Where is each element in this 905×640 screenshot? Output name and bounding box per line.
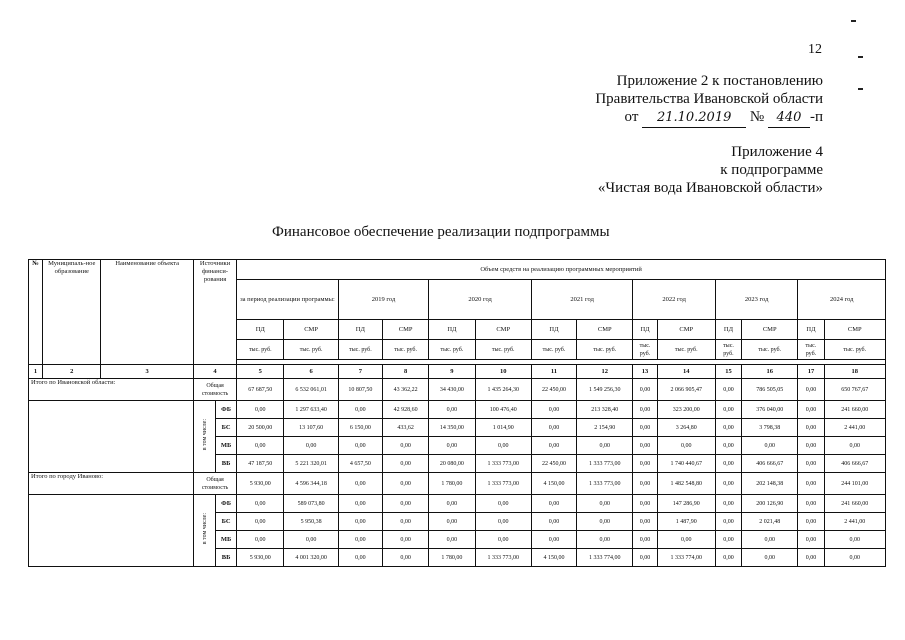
header-pd: ПД (429, 320, 475, 340)
cell-value: 0,00 (383, 531, 429, 549)
table-row (29, 401, 886, 419)
cell-value: 406 666,67 (824, 455, 885, 473)
cell-value: 0,00 (633, 549, 657, 567)
source-code: МБ (216, 437, 237, 455)
including-label: в том числе: (201, 419, 208, 451)
cell-value: 0,00 (715, 531, 741, 549)
cell-value: 0,00 (383, 513, 429, 531)
source-code: МБ (216, 531, 237, 549)
cell-value: 0,00 (475, 495, 531, 513)
cell-value: 0,00 (798, 437, 824, 455)
cell-value: 0,00 (237, 531, 284, 549)
header-smr: СМР (577, 320, 633, 340)
cell-value: 0,00 (531, 401, 576, 419)
cell-value: 0,00 (633, 531, 657, 549)
header-unit: тыс. руб. (531, 340, 576, 360)
cell-value: 244 101,00 (824, 473, 885, 495)
column-number: 18 (824, 365, 885, 379)
cell-value: 67 687,50 (237, 379, 284, 401)
cell-value: 0,00 (742, 531, 798, 549)
cell-value: 1 333 773,00 (577, 473, 633, 495)
cell-value: 0,00 (633, 419, 657, 437)
cell-value: 323 200,00 (657, 401, 715, 419)
cell-value: 1 780,00 (429, 549, 475, 567)
header-municipality: Муниципаль-ное образование (43, 260, 101, 365)
source-code: ВБ (216, 549, 237, 567)
cell-value: 0,00 (715, 379, 741, 401)
column-number: 4 (193, 365, 236, 379)
cell-value: 0,00 (338, 531, 382, 549)
cell-value: 4 150,00 (531, 549, 576, 567)
cell-value: 0,00 (715, 455, 741, 473)
cell-value: 1 487,90 (657, 513, 715, 531)
cell-value: 5 950,38 (284, 513, 338, 531)
header-unit: тыс. руб. (577, 340, 633, 360)
number-suffix: -п (809, 109, 823, 125)
cell-value: 0,00 (715, 437, 741, 455)
cell-value: 0,00 (284, 437, 338, 455)
total-label: Общая стоимость (193, 473, 236, 495)
header-smr: СМР (824, 320, 885, 340)
header-year-2020: 2020 год (429, 280, 532, 320)
cell-value: 10 807,50 (338, 379, 382, 401)
cell-value: 1 549 256,30 (577, 379, 633, 401)
cell-value: 0,00 (338, 437, 382, 455)
cell-value: 0,00 (633, 437, 657, 455)
column-number: 12 (577, 365, 633, 379)
cell-value: 0,00 (798, 513, 824, 531)
header-year-2022: 2022 год (633, 280, 715, 320)
cell-value: 1 333 774,00 (577, 549, 633, 567)
cell-value: 1 297 633,40 (284, 401, 338, 419)
document-title: Финансовое обеспечение реализации подпрограммы (272, 224, 610, 240)
number-label: № (749, 109, 765, 125)
cell-value: 2 441,00 (824, 513, 885, 531)
source-code: ВБ (216, 455, 237, 473)
cell-value: 0,00 (715, 549, 741, 567)
including-label: в том числе: (201, 513, 208, 545)
cell-value: 213 328,40 (577, 401, 633, 419)
cell-value: 0,00 (798, 401, 824, 419)
cell-value: 202 148,38 (742, 473, 798, 495)
header-unit: тыс. руб. (633, 340, 657, 360)
handwritten-date: 21.10.2019 (642, 109, 746, 128)
cell-value: 22 450,00 (531, 379, 576, 401)
cell-value: 20 500,00 (237, 419, 284, 437)
cell-value: 0,00 (577, 495, 633, 513)
cell-value: 0,00 (284, 531, 338, 549)
cell-value: 1 333 773,00 (475, 455, 531, 473)
cell-value: 0,00 (383, 455, 429, 473)
cell-value: 0,00 (633, 513, 657, 531)
header-unit: тыс. руб. (475, 340, 531, 360)
cell-value: 0,00 (237, 401, 284, 419)
column-number: 6 (284, 365, 338, 379)
table-row (29, 495, 886, 513)
appendix-line-2: Правительства Ивановской области (595, 91, 823, 107)
cell-value: 0,00 (715, 419, 741, 437)
cell-value: 6 150,00 (338, 419, 382, 437)
cell-value: 0,00 (633, 455, 657, 473)
cell-value: 6 532 061,01 (284, 379, 338, 401)
header-smr: СМР (742, 320, 798, 340)
cell-value: 0,00 (824, 531, 885, 549)
cell-value: 0,00 (577, 437, 633, 455)
cell-value: 200 126,90 (742, 495, 798, 513)
column-number: 9 (429, 365, 475, 379)
cell-value: 589 073,80 (284, 495, 338, 513)
cell-value: 5 930,00 (237, 549, 284, 567)
cell-value: 0,00 (633, 495, 657, 513)
cell-value: 0,00 (715, 401, 741, 419)
cell-value: 13 107,60 (284, 419, 338, 437)
column-number: 11 (531, 365, 576, 379)
cell-value: 2 021,48 (742, 513, 798, 531)
column-number: 3 (101, 365, 194, 379)
cell-value: 0,00 (798, 495, 824, 513)
source-code: ФБ (216, 495, 237, 513)
from-label: от (624, 109, 639, 125)
header-pd: ПД (338, 320, 382, 340)
header-smr: СМР (383, 320, 429, 340)
column-number: 15 (715, 365, 741, 379)
header-pd: ПД (798, 320, 824, 340)
header-smr: СМР (284, 320, 338, 340)
header-year-2021: 2021 год (531, 280, 633, 320)
cell-value: 3 264,80 (657, 419, 715, 437)
cell-value: 0,00 (237, 495, 284, 513)
cell-value: 786 505,05 (742, 379, 798, 401)
cell-value: 650 767,67 (824, 379, 885, 401)
header-object: Наименование объекта (101, 260, 194, 365)
cell-value: 0,00 (742, 437, 798, 455)
table-row-total (29, 379, 886, 401)
cell-value: 0,00 (429, 437, 475, 455)
header-sources: Источники финанси-рования (193, 260, 236, 365)
subprogram-header (598, 143, 823, 197)
cell-value: 0,00 (798, 455, 824, 473)
column-number: 2 (43, 365, 101, 379)
cell-value: 0,00 (798, 549, 824, 567)
cell-value: 0,00 (657, 437, 715, 455)
cell-value: 0,00 (715, 473, 741, 495)
cell-value: 2 441,00 (824, 419, 885, 437)
cell-value: 0,00 (338, 513, 382, 531)
header-smr: СМР (475, 320, 531, 340)
cell-value: 0,00 (577, 513, 633, 531)
cell-value: 0,00 (338, 473, 382, 495)
header-unit: тыс. руб. (383, 340, 429, 360)
cell-value: 43 362,22 (383, 379, 429, 401)
cell-value: 1 333 773,00 (475, 549, 531, 567)
cell-value: 0,00 (798, 531, 824, 549)
cell-value: 241 660,00 (824, 495, 885, 513)
cell-value: 0,00 (383, 549, 429, 567)
column-number: 1 (29, 365, 43, 379)
header-unit: тыс. руб. (657, 340, 715, 360)
appendix2-line-3: «Чистая вода Ивановской области» (597, 180, 823, 196)
cell-value: 1 780,00 (429, 473, 475, 495)
cell-value: 0,00 (577, 531, 633, 549)
cell-value: 433,62 (383, 419, 429, 437)
cell-value: 0,00 (237, 437, 284, 455)
cell-value: 4 657,50 (338, 455, 382, 473)
cell-value: 0,00 (475, 513, 531, 531)
cell-value: 22 450,00 (531, 455, 576, 473)
cell-value: 0,00 (531, 437, 576, 455)
header-unit: тыс. руб. (284, 340, 338, 360)
column-number: 10 (475, 365, 531, 379)
column-number: 8 (383, 365, 429, 379)
cell-value: 0,00 (338, 549, 382, 567)
cell-value: 5 930,00 (237, 473, 284, 495)
financing-table (28, 259, 886, 567)
header-unit: тыс. руб. (429, 340, 475, 360)
cell-value: 4 596 344,18 (284, 473, 338, 495)
header-unit: тыс. руб. (824, 340, 885, 360)
header-pd: ПД (531, 320, 576, 340)
cell-value: 42 928,60 (383, 401, 429, 419)
column-number: 13 (633, 365, 657, 379)
cell-value: 1 333 774,00 (657, 549, 715, 567)
header-unit: тыс. руб. (715, 340, 741, 360)
cell-value: 20 080,00 (429, 455, 475, 473)
cell-value: 0,00 (338, 495, 382, 513)
scan-mark (858, 88, 863, 90)
table-row-total (29, 473, 886, 495)
cell-value: 0,00 (383, 437, 429, 455)
cell-value: 0,00 (429, 513, 475, 531)
cell-value: 0,00 (475, 531, 531, 549)
appendix2-line-1: Приложение 4 (731, 144, 823, 160)
cell-value: 4 001 320,00 (284, 549, 338, 567)
scan-mark (858, 56, 863, 58)
cell-value: 0,00 (742, 549, 798, 567)
cell-value: 0,00 (338, 401, 382, 419)
cell-value: 100 476,40 (475, 401, 531, 419)
cell-value: 0,00 (798, 379, 824, 401)
cell-value: 0,00 (715, 495, 741, 513)
scan-mark (851, 20, 856, 22)
cell-value: 0,00 (798, 419, 824, 437)
header-unit: тыс. руб. (798, 340, 824, 360)
cell-value: 1 014,90 (475, 419, 531, 437)
cell-value: 1 482 548,80 (657, 473, 715, 495)
appendix-header (595, 72, 823, 128)
cell-value: 4 150,00 (531, 473, 576, 495)
cell-value: 0,00 (383, 473, 429, 495)
page-number: 12 (808, 42, 822, 57)
cell-value: 47 187,50 (237, 455, 284, 473)
column-number: 16 (742, 365, 798, 379)
header-volume: Объем средств на реализацию программных мероприятий (237, 260, 886, 280)
cell-value: 0,00 (824, 549, 885, 567)
cell-value: 0,00 (429, 401, 475, 419)
cell-value: 2 154,90 (577, 419, 633, 437)
cell-value: 1 435 264,30 (475, 379, 531, 401)
cell-value: 1 333 773,00 (577, 455, 633, 473)
header-pd: ПД (237, 320, 284, 340)
header-pd: ПД (715, 320, 741, 340)
cell-value: 0,00 (237, 513, 284, 531)
cell-value: 147 286,90 (657, 495, 715, 513)
cell-value: 0,00 (633, 401, 657, 419)
appendix2-line-2: к подпрограмме (720, 162, 823, 178)
cell-value: 0,00 (475, 437, 531, 455)
cell-value: 0,00 (715, 513, 741, 531)
section-name: Итого по Ивановской области: (29, 379, 194, 401)
cell-value: 0,00 (531, 495, 576, 513)
cell-value: 5 221 320,01 (284, 455, 338, 473)
cell-value: 0,00 (531, 419, 576, 437)
source-code: БС (216, 513, 237, 531)
section-name: Итого по городу Иваново: (29, 473, 194, 495)
header-unit: тыс. руб. (742, 340, 798, 360)
cell-value: 1 333 773,00 (475, 473, 531, 495)
cell-value: 0,00 (531, 531, 576, 549)
appendix-date-line (595, 108, 823, 128)
header-year-2024: 2024 год (798, 280, 886, 320)
appendix-line-1: Приложение 2 к постановлению (616, 73, 823, 89)
header-year-2023: 2023 год (715, 280, 797, 320)
column-number: 17 (798, 365, 824, 379)
source-code: ФБ (216, 401, 237, 419)
cell-value: 0,00 (633, 379, 657, 401)
cell-value: 406 666,67 (742, 455, 798, 473)
cell-value: 376 040,00 (742, 401, 798, 419)
cell-value: 0,00 (633, 473, 657, 495)
header-program-period: за период реализации программы: (237, 280, 339, 320)
header-unit: тыс. руб. (237, 340, 284, 360)
cell-value: 0,00 (657, 531, 715, 549)
column-number: 7 (338, 365, 382, 379)
cell-value: 0,00 (429, 531, 475, 549)
source-code: БС (216, 419, 237, 437)
cell-value: 0,00 (798, 473, 824, 495)
cell-value: 14 350,00 (429, 419, 475, 437)
cell-value: 0,00 (531, 513, 576, 531)
cell-value: 1 740 440,67 (657, 455, 715, 473)
total-label: Общая стоимость (193, 379, 236, 401)
header-year-2019: 2019 год (338, 280, 429, 320)
header-pd: ПД (633, 320, 657, 340)
header-num: № (29, 260, 43, 365)
header-smr: СМР (657, 320, 715, 340)
column-number: 5 (237, 365, 284, 379)
cell-value: 3 798,38 (742, 419, 798, 437)
handwritten-number: 440 (768, 109, 810, 128)
header-unit: тыс. руб. (338, 340, 382, 360)
cell-value: 0,00 (824, 437, 885, 455)
cell-value: 241 660,00 (824, 401, 885, 419)
cell-value: 2 066 905,47 (657, 379, 715, 401)
cell-value: 0,00 (429, 495, 475, 513)
column-number: 14 (657, 365, 715, 379)
cell-value: 0,00 (383, 495, 429, 513)
cell-value: 34 430,00 (429, 379, 475, 401)
